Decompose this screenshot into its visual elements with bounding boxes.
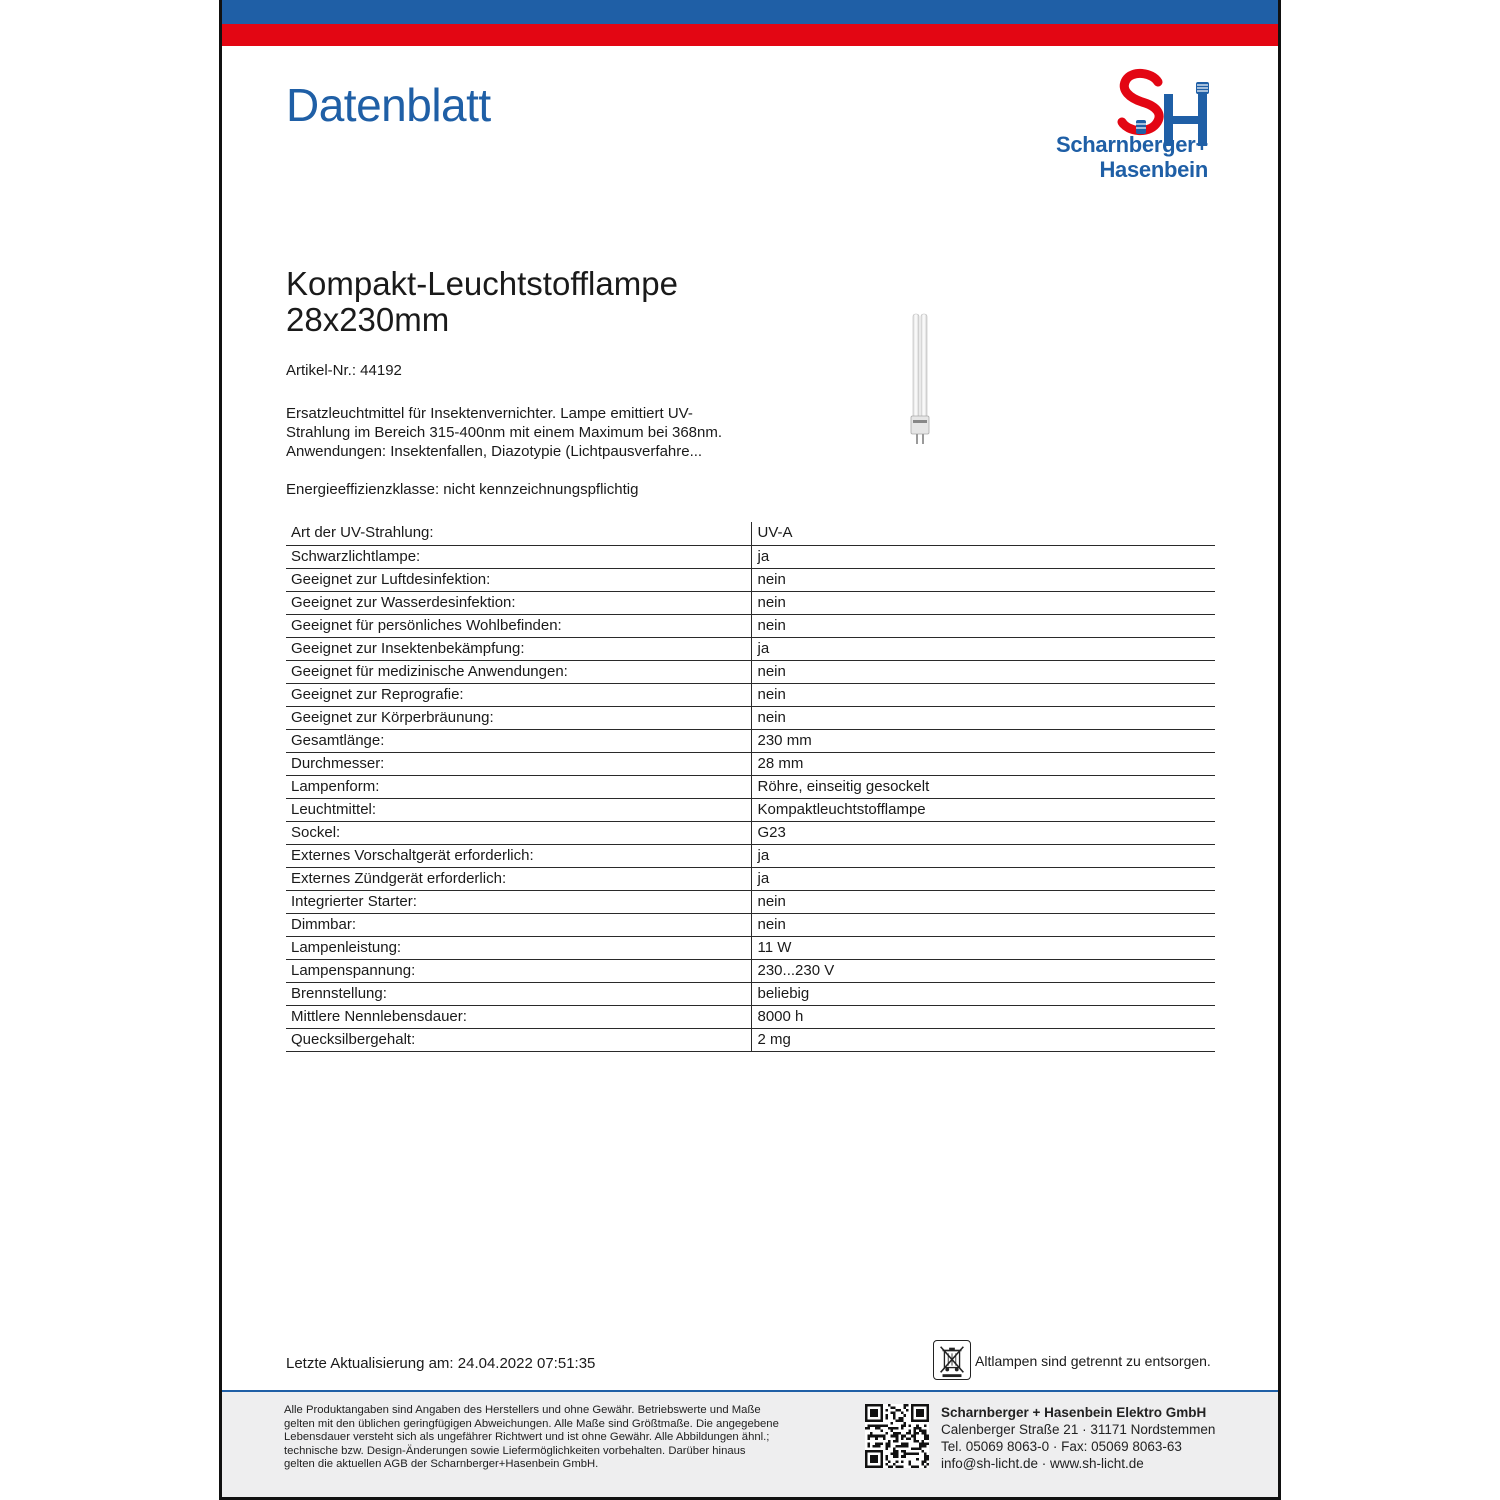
spec-row bbox=[286, 660, 1215, 683]
disclaimer-line: technische bzw. Design-Änderungen sowie Liefermöglichkeiten vorbehalten. Darüber hinaus bbox=[284, 1444, 746, 1457]
disclaimer-line: gelten mit den üblichen geringfügigen Abweichungen. Alle Maße sind Größtmaße. Die angegebene bbox=[284, 1417, 779, 1430]
spec-value: 8000 h bbox=[751, 1005, 1215, 1028]
spec-value: nein bbox=[751, 591, 1215, 614]
spec-label: Externes Zündgerät erforderlich: bbox=[286, 867, 751, 890]
spec-row bbox=[286, 568, 1215, 591]
spec-value: ja bbox=[751, 844, 1215, 867]
logo-text-line1: Scharnberger+ bbox=[1055, 132, 1208, 157]
spec-value: 28 mm bbox=[751, 752, 1215, 775]
header-band-blue bbox=[222, 0, 1278, 24]
lamp-product-image bbox=[902, 312, 938, 448]
spec-row bbox=[286, 982, 1215, 1005]
page-footer bbox=[222, 1390, 1278, 1500]
description-line: Strahlung im Bereich 315-400nm mit einem Maximum bei 368nm. bbox=[286, 424, 723, 441]
spec-row bbox=[286, 867, 1215, 890]
document-title: Datenblatt bbox=[286, 79, 491, 131]
spec-value: nein bbox=[751, 706, 1215, 729]
specifications-table bbox=[286, 522, 1215, 1052]
disclaimer-line: Alle Produktangaben sind Angaben des Herstellers und ohne Gewähr. Betriebswerte und Maße bbox=[284, 1404, 761, 1416]
spec-label: Durchmesser: bbox=[286, 752, 751, 775]
spec-value: nein bbox=[751, 890, 1215, 913]
spec-label: Dimmbar: bbox=[286, 913, 751, 936]
spec-value: nein bbox=[751, 660, 1215, 683]
disclaimer-line: gelten die aktuellen AGB der Scharnberger+Hasenbein GmbH. bbox=[284, 1458, 599, 1470]
spec-row bbox=[286, 959, 1215, 982]
datasheet-page bbox=[219, 0, 1281, 1500]
company-contact bbox=[941, 1404, 1215, 1472]
last-update: Letzte Aktualisierung am: 24.04.2022 07:51:35 bbox=[286, 1355, 596, 1372]
spec-label: Lampenform: bbox=[286, 775, 751, 798]
spec-label: Integrierter Starter: bbox=[286, 890, 751, 913]
energy-efficiency-class: Energieeffizienzklasse: nicht kennzeichnungspflichtig bbox=[286, 481, 639, 498]
spec-value: nein bbox=[751, 568, 1215, 591]
legal-disclaimer bbox=[284, 1404, 839, 1472]
product-title bbox=[286, 266, 678, 338]
spec-label: Art der UV-Strahlung: bbox=[286, 522, 751, 545]
spec-label: Geeignet zur Reprografie: bbox=[286, 683, 751, 706]
logo-text-line2: Hasenbein bbox=[1099, 157, 1208, 182]
spec-value: Röhre, einseitig gesockelt bbox=[751, 775, 1215, 798]
spec-value: 230...230 V bbox=[751, 959, 1215, 982]
spec-label: Geeignet zur Insektenbekämpfung: bbox=[286, 637, 751, 660]
spec-label: Geeignet für persönliches Wohlbefinden: bbox=[286, 614, 751, 637]
spec-label: Leuchtmittel: bbox=[286, 798, 751, 821]
article-number: Artikel-Nr.: 44192 bbox=[286, 362, 402, 379]
company-email-web: info@sh-licht.de · www.sh-licht.de bbox=[941, 1456, 1144, 1471]
spec-value: nein bbox=[751, 683, 1215, 706]
product-description bbox=[286, 404, 756, 461]
spec-row bbox=[286, 798, 1215, 821]
spec-row bbox=[286, 775, 1215, 798]
weee-disposal-icon bbox=[933, 1340, 971, 1380]
spec-value: ja bbox=[751, 637, 1215, 660]
spec-row bbox=[286, 1028, 1215, 1051]
spec-row bbox=[286, 637, 1215, 660]
spec-row bbox=[286, 591, 1215, 614]
product-title-line2: 28x230mm bbox=[286, 301, 450, 338]
spec-label: Lampenspannung: bbox=[286, 959, 751, 982]
spec-label: Mittlere Nennlebensdauer: bbox=[286, 1005, 751, 1028]
spec-value: G23 bbox=[751, 821, 1215, 844]
spec-row bbox=[286, 752, 1215, 775]
spec-label: Geeignet zur Luftdesinfektion: bbox=[286, 568, 751, 591]
weee-notice: Altlampen sind getrennt zu entsorgen. bbox=[975, 1353, 1211, 1369]
spec-label: Lampenleistung: bbox=[286, 936, 751, 959]
spec-value: beliebig bbox=[751, 982, 1215, 1005]
spec-value: nein bbox=[751, 614, 1215, 637]
qr-code-icon bbox=[865, 1404, 929, 1468]
spec-value: 2 mg bbox=[751, 1028, 1215, 1051]
spec-row bbox=[286, 522, 1215, 545]
spec-label: Externes Vorschaltgerät erforderlich: bbox=[286, 844, 751, 867]
spec-label: Geeignet zur Körperbräunung: bbox=[286, 706, 751, 729]
spec-row bbox=[286, 614, 1215, 637]
spec-row bbox=[286, 1005, 1215, 1028]
spec-value: nein bbox=[751, 913, 1215, 936]
spec-row bbox=[286, 729, 1215, 752]
spec-row bbox=[286, 706, 1215, 729]
spec-label: Geeignet für medizinische Anwendungen: bbox=[286, 660, 751, 683]
company-phone-fax: Tel. 05069 8063-0 · Fax: 05069 8063-63 bbox=[941, 1439, 1182, 1454]
header-band-red bbox=[222, 24, 1278, 46]
spec-row bbox=[286, 890, 1215, 913]
spec-label: Gesamtlänge: bbox=[286, 729, 751, 752]
company-logo bbox=[980, 68, 1220, 186]
spec-row bbox=[286, 913, 1215, 936]
spec-value: Kompaktleuchtstofflampe bbox=[751, 798, 1215, 821]
spec-value: 11 W bbox=[751, 936, 1215, 959]
spec-label: Sockel: bbox=[286, 821, 751, 844]
spec-value: UV-A bbox=[751, 522, 1215, 545]
spec-value: 230 mm bbox=[751, 729, 1215, 752]
spec-row bbox=[286, 683, 1215, 706]
spec-value: ja bbox=[751, 545, 1215, 568]
spec-row bbox=[286, 936, 1215, 959]
company-name: Scharnberger + Hasenbein Elektro GmbH bbox=[941, 1405, 1207, 1420]
disclaimer-line: Lebensdauer versteht sich als ungefährer Richtwert und ist ohne Gewähr. Alle Abbildungen ähnl.; bbox=[284, 1431, 770, 1443]
spec-row bbox=[286, 545, 1215, 568]
spec-row bbox=[286, 821, 1215, 844]
spec-value: ja bbox=[751, 867, 1215, 890]
spec-label: Geeignet zur Wasserdesinfektion: bbox=[286, 591, 751, 614]
spec-label: Brennstellung: bbox=[286, 982, 751, 1005]
spec-row bbox=[286, 844, 1215, 867]
description-line: Ersatzleuchtmittel für Insektenvernichter. Lampe emittiert UV- bbox=[286, 405, 693, 422]
company-address: Calenberger Straße 21 · 31171 Nordstemmen bbox=[941, 1422, 1216, 1437]
product-title-line1: Kompakt-Leuchtstofflampe bbox=[286, 265, 678, 302]
description-line: Anwendungen: Insektenfallen, Diazotypie (Lichtpausverfahre... bbox=[286, 443, 703, 460]
spec-label: Quecksilbergehalt: bbox=[286, 1028, 751, 1051]
spec-label: Schwarzlichtlampe: bbox=[286, 545, 751, 568]
